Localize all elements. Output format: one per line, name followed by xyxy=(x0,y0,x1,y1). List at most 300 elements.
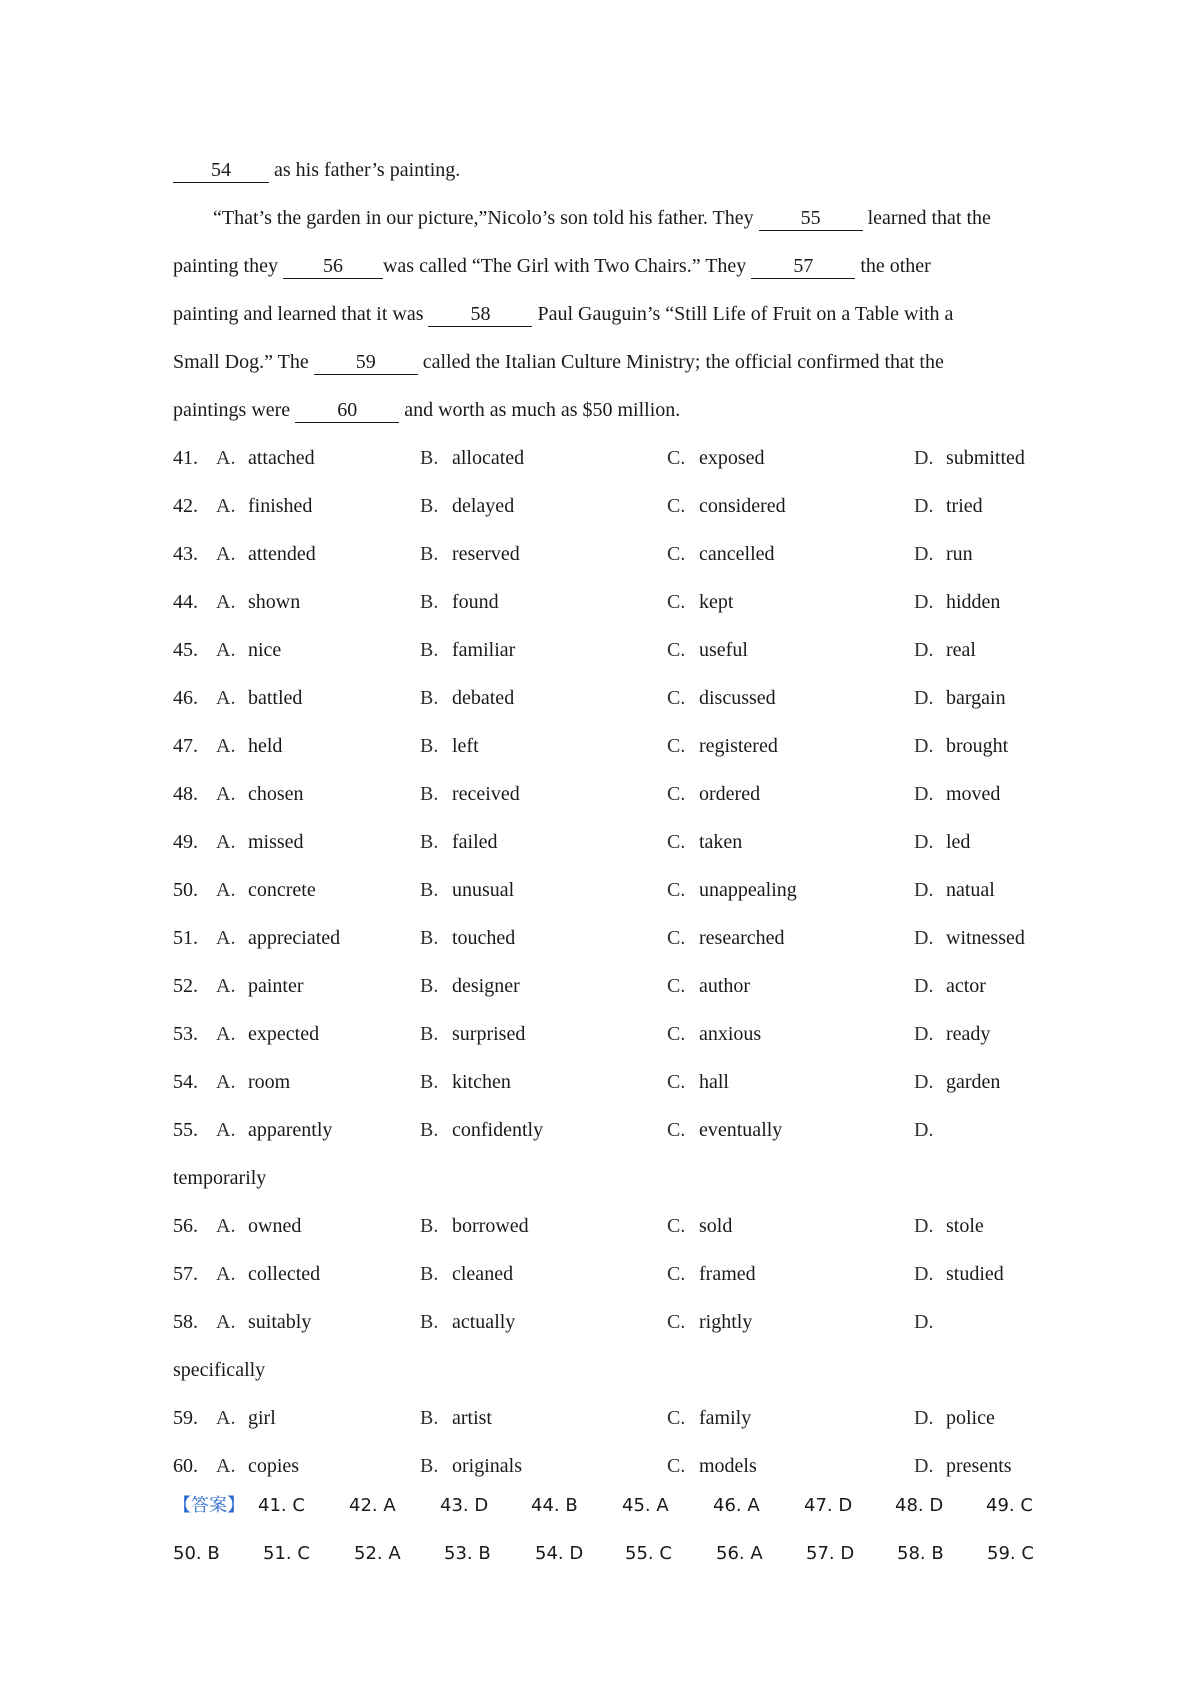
answer-item: 53. B xyxy=(444,1543,491,1564)
option-d xyxy=(914,684,1006,712)
option-text: suitably xyxy=(248,1311,312,1333)
option-letter: D. xyxy=(914,879,934,901)
option-a xyxy=(216,1404,276,1432)
option-letter: D. xyxy=(914,1263,934,1285)
option-text: registered xyxy=(699,735,778,757)
question-number: 56. xyxy=(173,1215,198,1237)
option-row xyxy=(173,1020,1073,1048)
option-letter: C. xyxy=(667,687,686,709)
option-text: shown xyxy=(248,591,301,613)
question-number: 52. xyxy=(173,975,198,997)
option-text: exposed xyxy=(699,447,765,469)
option-letter: C. xyxy=(667,1023,686,1045)
option-b xyxy=(420,636,515,664)
answer-item: 48. D xyxy=(895,1495,944,1516)
option-a xyxy=(216,1308,311,1336)
option-b xyxy=(420,1020,525,1048)
option-text: ordered xyxy=(699,783,761,805)
option-text: expected xyxy=(248,1023,320,1045)
option-letter: C. xyxy=(667,1071,686,1093)
question-number: 43. xyxy=(173,543,198,565)
answer-item: 49. C xyxy=(986,1495,1033,1516)
option-text: brought xyxy=(946,735,1009,757)
option-text: finished xyxy=(248,495,313,517)
passage-line-4 xyxy=(173,300,1043,328)
option-text: presents xyxy=(946,1455,1012,1477)
answer-item: 56. A xyxy=(716,1543,763,1564)
answer-item: 58. B xyxy=(897,1543,944,1564)
option-text: received xyxy=(452,783,520,805)
passage-text: as his father’s painting. xyxy=(269,159,461,181)
option-a xyxy=(216,1116,332,1144)
option-text: kept xyxy=(699,591,734,613)
option-letter: A. xyxy=(216,927,236,949)
option-letter: A. xyxy=(216,1215,236,1237)
option-row xyxy=(173,1212,1073,1240)
option-b xyxy=(420,780,520,808)
option-d xyxy=(914,972,986,1000)
option-letter: C. xyxy=(667,543,686,565)
option-text: debated xyxy=(452,687,515,709)
option-letter: D. xyxy=(914,783,934,805)
option-row xyxy=(173,444,1073,472)
option-a xyxy=(216,588,300,616)
option-letter: B. xyxy=(420,879,439,901)
option-c xyxy=(667,636,748,664)
option-text: witnessed xyxy=(946,927,1025,949)
option-text: hall xyxy=(699,1071,729,1093)
question-number: 41. xyxy=(173,447,198,469)
passage-text: painting and learned that it was xyxy=(173,303,429,325)
option-text: models xyxy=(699,1455,757,1477)
option-letter: A. xyxy=(216,1071,236,1093)
option-letter: B. xyxy=(420,447,439,469)
option-row xyxy=(173,1452,1073,1480)
option-text: real xyxy=(946,639,976,661)
option-text: studied xyxy=(946,1263,1004,1285)
option-c xyxy=(667,1452,757,1480)
option-letter: B. xyxy=(420,975,439,997)
option-letter: A. xyxy=(216,879,236,901)
option-b xyxy=(420,1404,492,1432)
option-c xyxy=(667,924,785,952)
option-c xyxy=(667,972,750,1000)
option-d xyxy=(914,444,1025,472)
option-row xyxy=(173,1404,1073,1432)
option-text: nice xyxy=(248,639,282,661)
option-letter: D. xyxy=(914,687,934,709)
option-text: tried xyxy=(946,495,983,517)
option-text: moved xyxy=(946,783,1001,805)
option-c xyxy=(667,1308,752,1336)
option-d xyxy=(914,1260,1004,1288)
option-letter: D. xyxy=(914,639,934,661)
option-d xyxy=(914,924,1025,952)
answer-item: 42. A xyxy=(349,1495,396,1516)
option-text: attended xyxy=(248,543,316,565)
option-text: led xyxy=(946,831,971,853)
question-number: 55. xyxy=(173,1119,198,1141)
passage-line-5 xyxy=(173,348,1043,376)
option-letter: B. xyxy=(420,543,439,565)
option-d xyxy=(914,492,983,520)
option-text: actor xyxy=(946,975,986,997)
option-letter: B. xyxy=(420,927,439,949)
option-d-wrapped: specifically xyxy=(173,1359,266,1381)
option-text: family xyxy=(699,1407,752,1429)
option-letter: B. xyxy=(420,1407,439,1429)
option-letter: B. xyxy=(420,1455,439,1477)
question-number: 50. xyxy=(173,879,198,901)
option-c xyxy=(667,492,786,520)
option-c xyxy=(667,1020,761,1048)
option-letter: A. xyxy=(216,783,236,805)
option-b xyxy=(420,444,524,472)
option-d xyxy=(914,540,973,568)
option-letter: D. xyxy=(914,543,934,565)
option-a xyxy=(216,1260,320,1288)
option-letter: B. xyxy=(420,735,439,757)
question-number: 47. xyxy=(173,735,198,757)
option-b xyxy=(420,1068,511,1096)
option-row xyxy=(173,780,1073,808)
blank-57: 57 xyxy=(751,254,855,279)
option-text: allocated xyxy=(452,447,525,469)
blank-60: 60 xyxy=(295,398,399,423)
option-letter: A. xyxy=(216,639,236,661)
option-letter: A. xyxy=(216,447,236,469)
option-letter: A. xyxy=(216,1407,236,1429)
option-text: stole xyxy=(946,1215,984,1237)
option-row xyxy=(173,972,1073,1000)
passage-text: called the Italian Culture Ministry; the official confirmed that the xyxy=(417,351,944,373)
option-text: painter xyxy=(248,975,304,997)
passage-text: Small Dog.” The xyxy=(173,351,314,373)
question-number: 49. xyxy=(173,831,198,853)
option-row xyxy=(173,1068,1073,1096)
option-text: cancelled xyxy=(699,543,775,565)
option-letter: A. xyxy=(216,591,236,613)
option-a xyxy=(216,1068,290,1096)
option-row xyxy=(173,684,1073,712)
option-text: designer xyxy=(452,975,520,997)
option-letter: B. xyxy=(420,1071,439,1093)
option-text: bargain xyxy=(946,687,1006,709)
option-letter: B. xyxy=(420,495,439,517)
option-letter: C. xyxy=(667,831,686,853)
option-text: submitted xyxy=(946,447,1025,469)
option-text: run xyxy=(946,543,973,565)
option-letter: C. xyxy=(667,879,686,901)
option-c xyxy=(667,540,775,568)
option-b xyxy=(420,1212,529,1240)
option-text: rightly xyxy=(699,1311,753,1333)
option-row xyxy=(173,1308,1073,1336)
option-c xyxy=(667,684,776,712)
option-letter: C. xyxy=(667,975,686,997)
passage-text: learned that the xyxy=(862,207,991,229)
answer-item: 54. D xyxy=(535,1543,584,1564)
option-text: failed xyxy=(452,831,498,853)
option-a xyxy=(216,444,315,472)
option-text: held xyxy=(248,735,283,757)
option-a xyxy=(216,924,340,952)
option-a xyxy=(216,732,282,760)
option-d xyxy=(914,1020,990,1048)
option-letter: D. xyxy=(914,495,934,517)
option-letter: A. xyxy=(216,1023,236,1045)
option-c xyxy=(667,1404,751,1432)
option-c xyxy=(667,1116,782,1144)
option-b xyxy=(420,492,514,520)
option-text: collected xyxy=(248,1263,321,1285)
option-text: author xyxy=(699,975,751,997)
option-letter: A. xyxy=(216,687,236,709)
answer-item: 52. A xyxy=(354,1543,401,1564)
option-letter: A. xyxy=(216,1119,236,1141)
option-letter: D. xyxy=(914,447,934,469)
answer-item: 43. D xyxy=(440,1495,489,1516)
option-letter: D. xyxy=(914,1407,934,1429)
option-letter: D. xyxy=(914,1455,934,1477)
option-b xyxy=(420,1308,515,1336)
option-text: originals xyxy=(452,1455,522,1477)
option-c xyxy=(667,1068,729,1096)
option-letter: B. xyxy=(420,1311,439,1333)
option-letter: D. xyxy=(914,735,934,757)
option-row xyxy=(173,732,1073,760)
option-row xyxy=(173,636,1073,664)
answer-item: 57. D xyxy=(806,1543,855,1564)
option-row xyxy=(173,828,1073,856)
option-letter: B. xyxy=(420,1023,439,1045)
answers-row-2 xyxy=(173,1540,1053,1568)
option-letter: D. xyxy=(914,975,934,997)
option-letter: C. xyxy=(667,783,686,805)
option-letter: D. xyxy=(914,1215,934,1237)
question-number: 46. xyxy=(173,687,198,709)
passage-line-2 xyxy=(213,204,1043,232)
question-number: 51. xyxy=(173,927,198,949)
option-a xyxy=(216,1452,299,1480)
option-c xyxy=(667,588,733,616)
option-row xyxy=(173,588,1073,616)
option-b xyxy=(420,1260,513,1288)
option-letter: B. xyxy=(420,831,439,853)
option-letter: C. xyxy=(667,639,686,661)
blank-55: 55 xyxy=(759,206,863,231)
option-text: left xyxy=(452,735,479,757)
passage-line-6 xyxy=(173,396,1043,424)
option-letter: C. xyxy=(667,927,686,949)
passage-text: was called “The Girl with Two Chairs.” They xyxy=(382,255,752,277)
option-row xyxy=(173,1260,1073,1288)
option-c xyxy=(667,1212,732,1240)
option-a xyxy=(216,972,304,1000)
option-letter: D. xyxy=(914,927,934,949)
answer-item: 45. A xyxy=(622,1495,669,1516)
passage-text: Paul Gauguin’s “Still Life of Fruit on a Table with a xyxy=(532,303,954,325)
passage-text: and worth as much as $50 million. xyxy=(399,399,681,421)
question-number: 48. xyxy=(173,783,198,805)
option-c xyxy=(667,828,742,856)
option-text: chosen xyxy=(248,783,304,805)
option-letter: C. xyxy=(667,495,686,517)
question-number: 58. xyxy=(173,1311,198,1333)
option-letter: B. xyxy=(420,591,439,613)
answer-item: 47. D xyxy=(804,1495,853,1516)
question-number: 60. xyxy=(173,1455,198,1477)
option-letter: D. xyxy=(914,1311,934,1333)
passage-text: “That’s the garden in our picture,”Nicolo’s son told his father. They xyxy=(213,207,759,229)
answer-item: 51. C xyxy=(263,1543,310,1564)
option-text: hidden xyxy=(946,591,1001,613)
option-row xyxy=(173,1116,1073,1144)
option-letter: C. xyxy=(667,1263,686,1285)
option-c xyxy=(667,444,765,472)
option-text: natual xyxy=(946,879,995,901)
option-text: unappealing xyxy=(699,879,797,901)
option-text: touched xyxy=(452,927,516,949)
option-text: found xyxy=(452,591,499,613)
option-d xyxy=(914,876,995,904)
option-letter: D. xyxy=(914,591,934,613)
option-letter: A. xyxy=(216,495,236,517)
option-text: taken xyxy=(699,831,743,853)
option-row xyxy=(173,924,1073,952)
option-letter: A. xyxy=(216,735,236,757)
passage-text: paintings were xyxy=(173,399,296,421)
option-b xyxy=(420,924,515,952)
option-c xyxy=(667,780,760,808)
option-a xyxy=(216,780,304,808)
option-text: anxious xyxy=(699,1023,762,1045)
option-text: appreciated xyxy=(248,927,341,949)
option-b xyxy=(420,540,520,568)
option-text: attached xyxy=(248,447,315,469)
answer-label: 【答案】 xyxy=(173,1495,245,1516)
option-text: familiar xyxy=(452,639,516,661)
passage-text: painting they xyxy=(173,255,283,277)
answer-item: 44. B xyxy=(531,1495,578,1516)
blank-54: 54 xyxy=(173,158,269,183)
option-letter: A. xyxy=(216,1311,236,1333)
question-number: 53. xyxy=(173,1023,198,1045)
answer-item: 41. C xyxy=(258,1495,305,1516)
option-text: reserved xyxy=(452,543,520,565)
answer-item: 59. C xyxy=(987,1543,1034,1564)
option-c xyxy=(667,876,797,904)
option-letter: A. xyxy=(216,975,236,997)
option-letter: B. xyxy=(420,1263,439,1285)
option-text: garden xyxy=(946,1071,1001,1093)
option-text: surprised xyxy=(452,1023,526,1045)
option-letter: C. xyxy=(667,591,686,613)
option-a xyxy=(216,1212,301,1240)
blank-58: 58 xyxy=(428,302,532,327)
option-d xyxy=(914,732,1008,760)
option-d xyxy=(914,828,970,856)
option-text: missed xyxy=(248,831,304,853)
option-b xyxy=(420,1452,522,1480)
option-letter: C. xyxy=(667,1215,686,1237)
option-letter: D. xyxy=(914,1023,934,1045)
option-letter: B. xyxy=(420,1215,439,1237)
option-text: unusual xyxy=(452,879,515,901)
option-text: artist xyxy=(452,1407,492,1429)
option-row xyxy=(173,540,1073,568)
option-d xyxy=(914,1068,1000,1096)
option-letter: A. xyxy=(216,1263,236,1285)
option-letter: D. xyxy=(914,1119,934,1141)
option-letter: C. xyxy=(667,1311,686,1333)
option-text: concrete xyxy=(248,879,316,901)
option-text: borrowed xyxy=(452,1215,529,1237)
option-a xyxy=(216,828,304,856)
option-d xyxy=(914,588,1000,616)
option-d xyxy=(914,1212,984,1240)
passage-text: the other xyxy=(855,255,931,277)
option-text: apparently xyxy=(248,1119,333,1141)
option-letter: A. xyxy=(216,1455,236,1477)
option-text: considered xyxy=(699,495,786,517)
option-text: police xyxy=(946,1407,995,1429)
answers-row-1 xyxy=(173,1492,1053,1520)
option-row xyxy=(173,492,1073,520)
option-c xyxy=(667,732,778,760)
question-number: 45. xyxy=(173,639,198,661)
option-text: confidently xyxy=(452,1119,544,1141)
option-c xyxy=(667,1260,756,1288)
option-d xyxy=(914,1404,995,1432)
passage-line-1 xyxy=(173,156,1043,184)
option-text: framed xyxy=(699,1263,756,1285)
option-b xyxy=(420,876,514,904)
option-a xyxy=(216,684,302,712)
option-letter: B. xyxy=(420,1119,439,1141)
option-b xyxy=(420,588,499,616)
option-letter: A. xyxy=(216,831,236,853)
option-letter: C. xyxy=(667,1119,686,1141)
option-letter: C. xyxy=(667,1455,686,1477)
option-text: useful xyxy=(699,639,748,661)
option-a xyxy=(216,540,316,568)
option-letter: C. xyxy=(667,447,686,469)
answer-item: 46. A xyxy=(713,1495,760,1516)
question-number: 54. xyxy=(173,1071,198,1093)
option-b xyxy=(420,732,479,760)
option-letter: A. xyxy=(216,543,236,565)
option-text: eventually xyxy=(699,1119,783,1141)
option-text: kitchen xyxy=(452,1071,511,1093)
question-number: 44. xyxy=(173,591,198,613)
blank-56: 56 xyxy=(283,254,383,279)
option-text: researched xyxy=(699,927,785,949)
passage-line-3 xyxy=(173,252,1043,280)
option-letter: C. xyxy=(667,1407,686,1429)
option-b xyxy=(420,684,514,712)
option-d-wrapped: temporarily xyxy=(173,1167,267,1189)
option-b xyxy=(420,828,498,856)
option-text: delayed xyxy=(452,495,515,517)
option-d xyxy=(914,1308,946,1336)
answer-item: 55. C xyxy=(625,1543,672,1564)
blank-59: 59 xyxy=(314,350,418,375)
option-letter: B. xyxy=(420,687,439,709)
option-b xyxy=(420,972,520,1000)
option-a xyxy=(216,1020,319,1048)
option-row xyxy=(173,876,1073,904)
